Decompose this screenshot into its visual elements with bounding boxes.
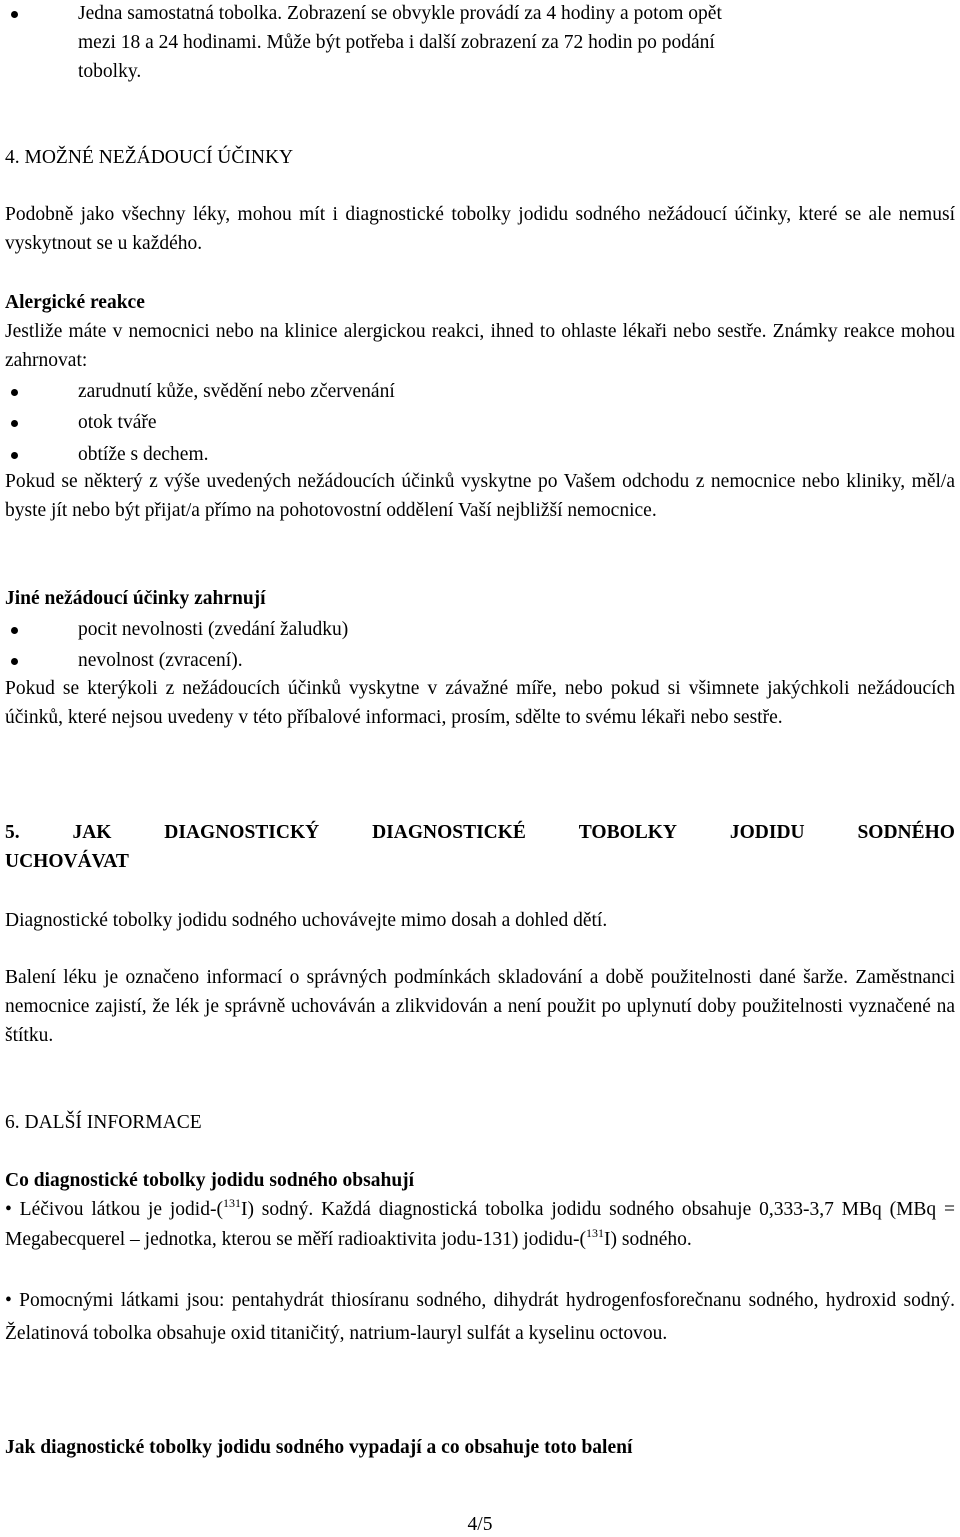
list-item-text: otok tváře xyxy=(78,412,157,433)
bullet-text-line: Jedna samostatná tobolka. Zobrazení se obvykle provádí za 4 hodiny a potom opět xyxy=(78,3,722,24)
heading-line-2: UCHOVÁVAT xyxy=(5,851,129,872)
other-effects-after-text: Pokud se kterýkoli z nežádoucích účinků vyskytne v závažné míře, nebo pokud si všimnete jakýchkoli nežádoucích účinků, které nejsou uvedeny v této příbalové informaci, prosím, sdělte to svému lékaři nebo sestře. xyxy=(5,678,955,728)
section-6-heading: 6. DALŠÍ INFORMACE xyxy=(5,1112,202,1133)
section-5-heading xyxy=(5,818,955,876)
section-4-intro: Podobně jako všechny léky, mohou mít i diagnostické tobolky jodidu sodného nežádoucí účinky, které se ale nemusí vyskytnout se u každého. xyxy=(5,204,955,254)
list-item-text: nevolnost (zvracení). xyxy=(78,650,243,671)
heading-word: TOBOLKY xyxy=(578,822,678,843)
section-5-para-2: Balení léku je označeno informací o správných podmínkách skladování a době použitelnosti dané šarže. Zaměstnanci nemocnice zajistí, že lék je správně uchováván a zlikvidován a není použit po uplynutí doby použitelnosti vyznačené na štítku. xyxy=(5,967,955,1046)
heading-word: JODIDU xyxy=(729,822,805,843)
other-effects-title: Jiné nežádoucí účinky zahrnují xyxy=(5,588,266,609)
list-item-text: zarudnutí kůže, svědění nebo zčervenání xyxy=(78,381,395,402)
allergic-reactions-title: Alergické reakce xyxy=(5,292,145,313)
list-item-text: pocit nevolnosti (zvedání žaludku) xyxy=(78,619,349,640)
bullet-dot xyxy=(11,389,18,396)
heading-word: 5. xyxy=(5,822,20,843)
bullet-dot xyxy=(11,627,18,634)
isotope-superscript: 131 xyxy=(222,1196,241,1210)
excipients-text: • Pomocnými látkami jsou: pentahydrát thiosíranu sodného, dihydrát hydrogenfosforečnanu sodného, hydroxid sodný. Želatinová tobolka obsahuje oxid titaničitý, natrium-lauryl sulfát a kyselinu octovou. xyxy=(5,1290,955,1344)
heading-word: JAK xyxy=(72,822,112,843)
section-5-para-1: Diagnostické tobolky jodidu sodného uchovávejte mimo dosah a dohled dětí. xyxy=(5,910,608,931)
allergic-reactions-text: Jestliže máte v nemocnici nebo na klinice alergickou reakci, ihned to ohlaste lékaři nebo sestře. Známky reakce mohou zahrnovat: xyxy=(5,321,955,371)
page-number: 4/5 xyxy=(467,1514,493,1535)
appearance-title: Jak diagnostické tobolky jodidu sodného vypadají a co obsahuje toto balení xyxy=(5,1437,633,1458)
allergic-after-text: Pokud se některý z výše uvedených nežádoucích účinků vyskytne po Vašem odchodu z nemocnice nebo kliniky, měl/a byste jít nebo být přijat/a přímo na pohotovostní oddělení Vaší nejbližší nemocnice. xyxy=(5,471,955,521)
bullet-text-line: tobolky. xyxy=(78,61,142,82)
bullet-text-line: mezi 18 a 24 hodinami. Může být potřeba i další zobrazení za 72 hodin po podání xyxy=(78,32,715,53)
bullet-dot xyxy=(11,420,18,427)
contains-title: Co diagnostické tobolky jodidu sodného obsahují xyxy=(5,1170,415,1191)
heading-word: DIAGNOSTICKÉ xyxy=(372,822,526,843)
isotope-superscript: 131 xyxy=(586,1226,605,1240)
heading-word: SODNÉHO xyxy=(857,822,955,843)
active-substance-text: • Léčivou látkou je jodid-($^{131}$I) sodný. Každá diagnostická tobolka jodidu sodného obsahuje 0,333-3,7 MBq (MBq = Megabecquerel – jednotka, kterou se měří radioaktivita jodu-131) jodidu-($^{131}$I) sodného. xyxy=(5,1196,955,1250)
bullet-dot xyxy=(11,11,18,18)
list-item-text: obtíže s dechem. xyxy=(78,444,209,465)
bullet-dot xyxy=(11,452,18,459)
bullet-dot xyxy=(11,658,18,665)
heading-word: DIAGNOSTICKÝ xyxy=(164,822,320,843)
section-4-heading: 4. MOŽNÉ NEŽÁDOUCÍ ÚČINKY xyxy=(5,147,294,168)
